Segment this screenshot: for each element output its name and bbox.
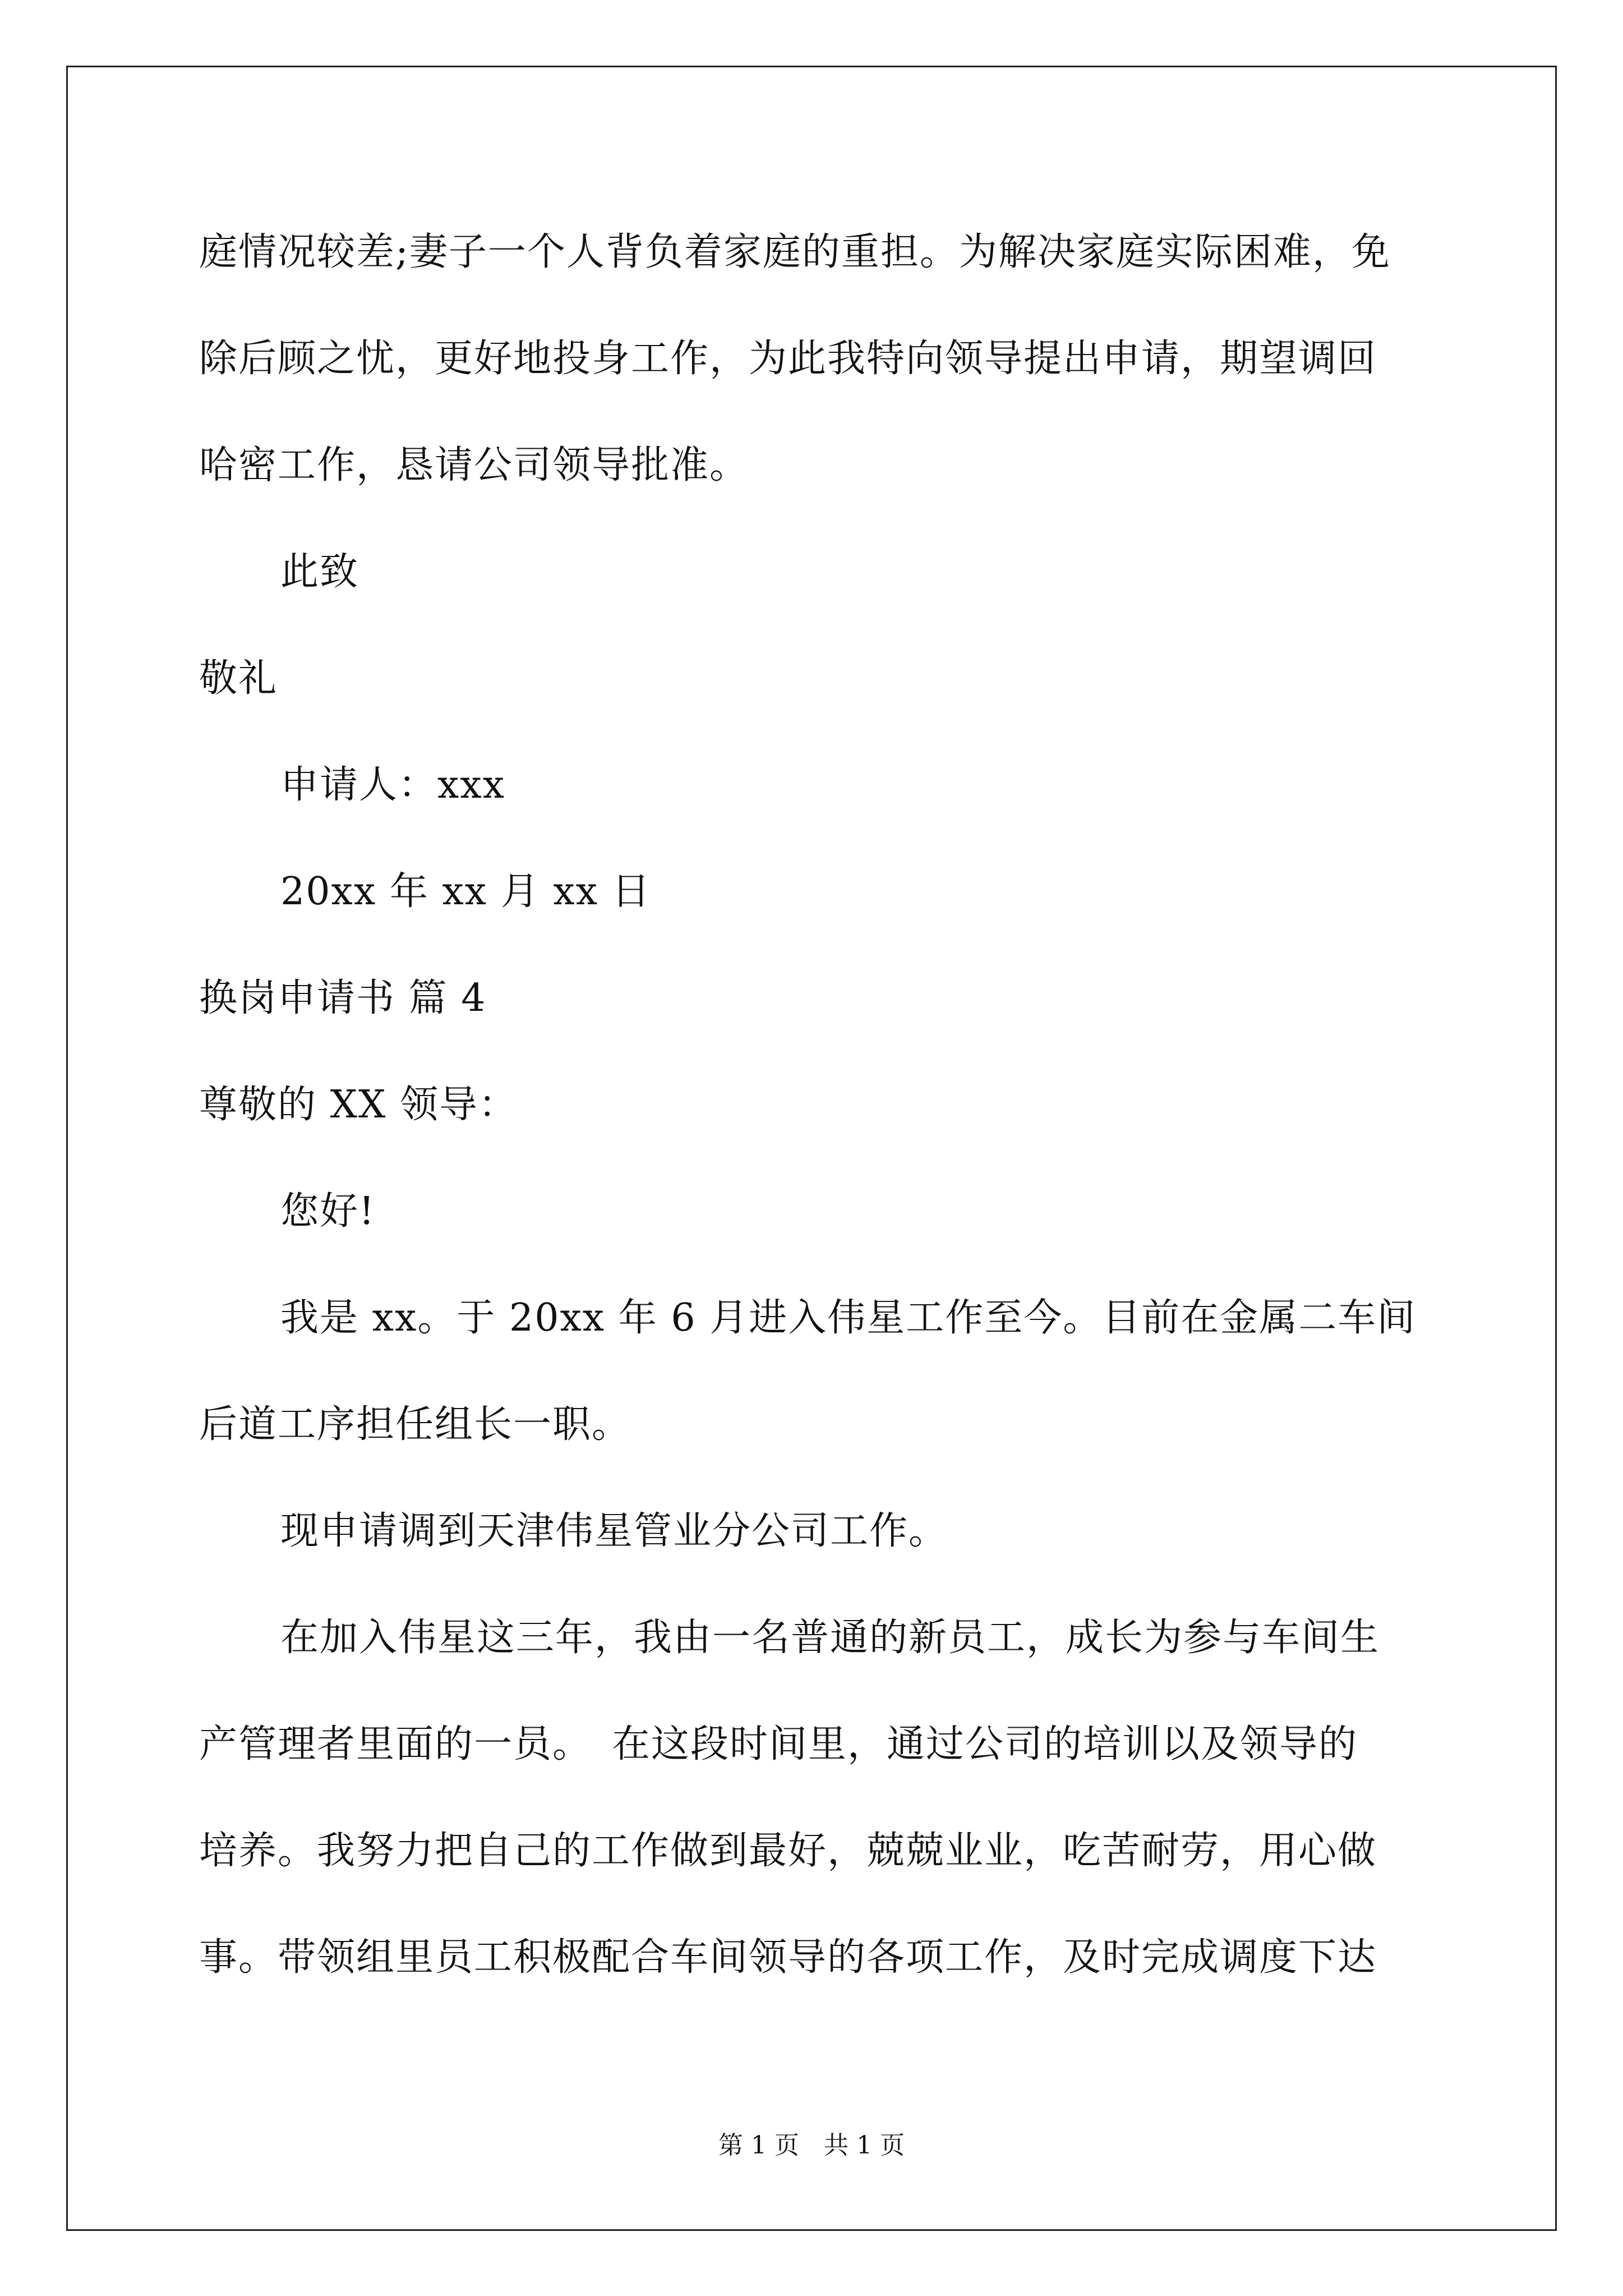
section-heading: 换岗申请书 篇 4 [199, 976, 487, 1020]
paragraph-line: 事。带领组里员工积极配合车间领导的各项工作，及时完成调度下达 [199, 1935, 1377, 1980]
paragraph-line: 哈密工作，恳请公司领导批准。 [199, 443, 749, 487]
salutation: 尊敬的 XX 领导： [199, 1083, 518, 1127]
paragraph-line: 培养。我努力把自己的工作做到最好，兢兢业业，吃苦耐劳，用心做 [199, 1829, 1377, 1873]
paragraph-line: 庭情况较差;妻子一个人背负着家庭的重担。为解决家庭实际困难，免 [199, 230, 1391, 274]
paragraph-line: 现申请调到天津伟星管业分公司工作。 [280, 1509, 948, 1553]
applicant-line: 申请人：xxx [280, 763, 506, 807]
closing-phrase: 此致 [280, 550, 359, 594]
salutation-closing: 敬礼 [199, 656, 278, 701]
page-footer: 第 1 页 共 1 页 [718, 2131, 905, 2160]
paragraph-line: 后道工序担任组长一职。 [199, 1402, 631, 1447]
paragraph-line: 在加入伟星这三年，我由一名普通的新员工，成长为参与车间生 [280, 1616, 1380, 1660]
greeting: 您好! [280, 1189, 376, 1234]
paragraph-line: 我是 xx。于 20xx 年 6 月进入伟星工作至今。目前在金属二车间 [280, 1296, 1417, 1340]
page-frame [66, 66, 1557, 2231]
paragraph-line: 除后顾之忧，更好地投身工作，为此我特向领导提出申请，期望调回 [199, 337, 1377, 381]
date-line: 20xx 年 xx 月 xx 日 [280, 869, 651, 914]
paragraph-line: 产管理者里面的一员。 在这段时间里，通过公司的培训以及领导的 [199, 1722, 1358, 1766]
